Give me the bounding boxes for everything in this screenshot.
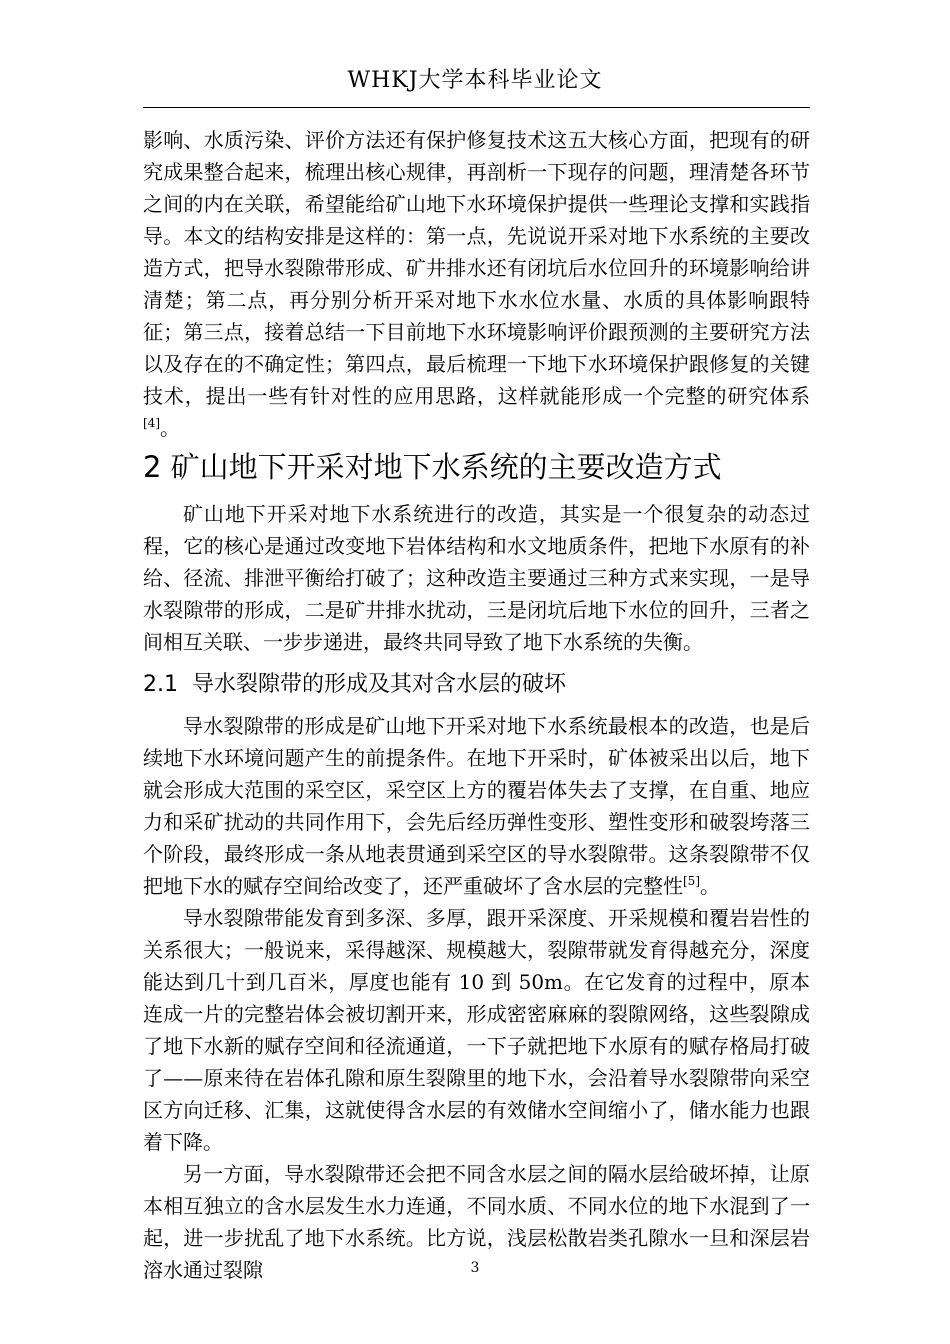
paragraph-1-tail: 。: [700, 874, 720, 898]
section-2-1-paragraph-3: 另一方面，导水裂隙带还会把不同含水层之间的隔水层给破坏掉，让原本相互独立的含水层发生水力连通，不同水质、不同水位的地下水混到了一起，进一步扰乱了地下水系统。比方说，浅层松散岩类孔隙水一旦和深层岩溶水通过裂隙: [143, 1162, 810, 1282]
citation-5: [5]: [683, 874, 700, 888]
section-2-1-title: 导水裂隙带的形成及其对含水层的破坏: [192, 672, 567, 697]
header-rule: [143, 107, 810, 108]
intro-paragraph: [143, 124, 810, 444]
section-2-1-heading: [143, 669, 810, 701]
section-2-1-number: 2.1: [143, 672, 178, 697]
section-2-1-body: [143, 710, 810, 1286]
section-2-1-paragraph-2: 导水裂隙带能发育到多深、多厚，跟开采深度、开采规模和覆岩岩性的关系很大；一般说来，采得越深、规模越大，裂隙带就发育得越充分，深度能达到几十到几百米，厚度也能有 10 到 50m。在它发育的过程中，原本连成一片的完整岩体会被切割开来，形成密密麻麻的裂隙网络，这些裂隙成了地下水新的赋存空间和径流通道，一下子就把地下水原有的赋存格局打破了——原来待在岩体孔隙和原生裂隙里的地下水，会沿着导水裂隙带向采空区方向迁移、汇集，这就使得含水层的有效储水空间缩小了，储水能力也跟着下降。: [143, 906, 810, 1154]
section-2-paragraph-block: [143, 498, 810, 658]
section-2-heading: 2 矿山地下开采对地下水系统的主要改造方式: [143, 450, 722, 484]
intro-paragraph-block: [143, 124, 810, 444]
page-number: 3: [470, 1260, 480, 1276]
section-2-paragraph: 矿山地下开采对地下水系统进行的改造，其实是一个很复杂的动态过程，它的核心是通过改变地下岩体结构和水文地质条件，把地下水原有的补给、径流、排泄平衡给打破了；这种改造主要通过三种方式来实现，一是导水裂隙带的形成，二是矿井排水扰动，三是闭坑后地下水位的回升，三者之间相互关联、一步步递进，最终共同导致了地下水系统的失衡。: [143, 502, 810, 654]
running-header: WHKJ大学本科毕业论文: [347, 68, 603, 93]
citation-4: [4]: [143, 416, 160, 430]
section-2-1-paragraph-1: [143, 710, 810, 902]
paragraph-1-text: 导水裂隙带的形成是矿山地下开采对地下水系统最根本的改造，也是后续地下水环境问题产生的前提条件。在地下开采时，矿体被采出以后，地下就会形成大范围的采空区，采空区上方的覆岩体失去了支撑，在自重、地应力和采矿扰动的共同作用下，会先后经历弹性变形、塑性变形和破裂垮落三个阶段，最终形成一条从地表贯通到采空区的导水裂隙带。这条裂隙带不仅把地下水的赋存空间给改变了，还严重破坏了含水层的完整性: [143, 714, 810, 898]
intro-paragraph-text: 影响、水质污染、评价方法还有保护修复技术这五大核心方面，把现有的研究成果整合起来，梳理出核心规律，再剖析一下现存的问题，理清楚各环节之间的内在关联，希望能给矿山地下水环境保护提供一些理论支撑和实践指导。本文的结构安排是这样的：第一点，先说说开采对地下水系统的主要改造方式，把导水裂隙带形成、矿井排水还有闭坑后水位回升的环境影响给讲清楚；第二点，再分别分析开采对地下水水位水量、水质的具体影响跟特征；第三点，接着总结一下目前地下水环境影响评价跟预测的主要研究方法以及存在的不确定性；第四点，最后梳理一下地下水环境保护跟修复的关键技术，提出一些有针对性的应用思路，这样就能形成一个完整的研究体系: [143, 128, 810, 408]
intro-paragraph-tail: 。: [160, 416, 180, 440]
